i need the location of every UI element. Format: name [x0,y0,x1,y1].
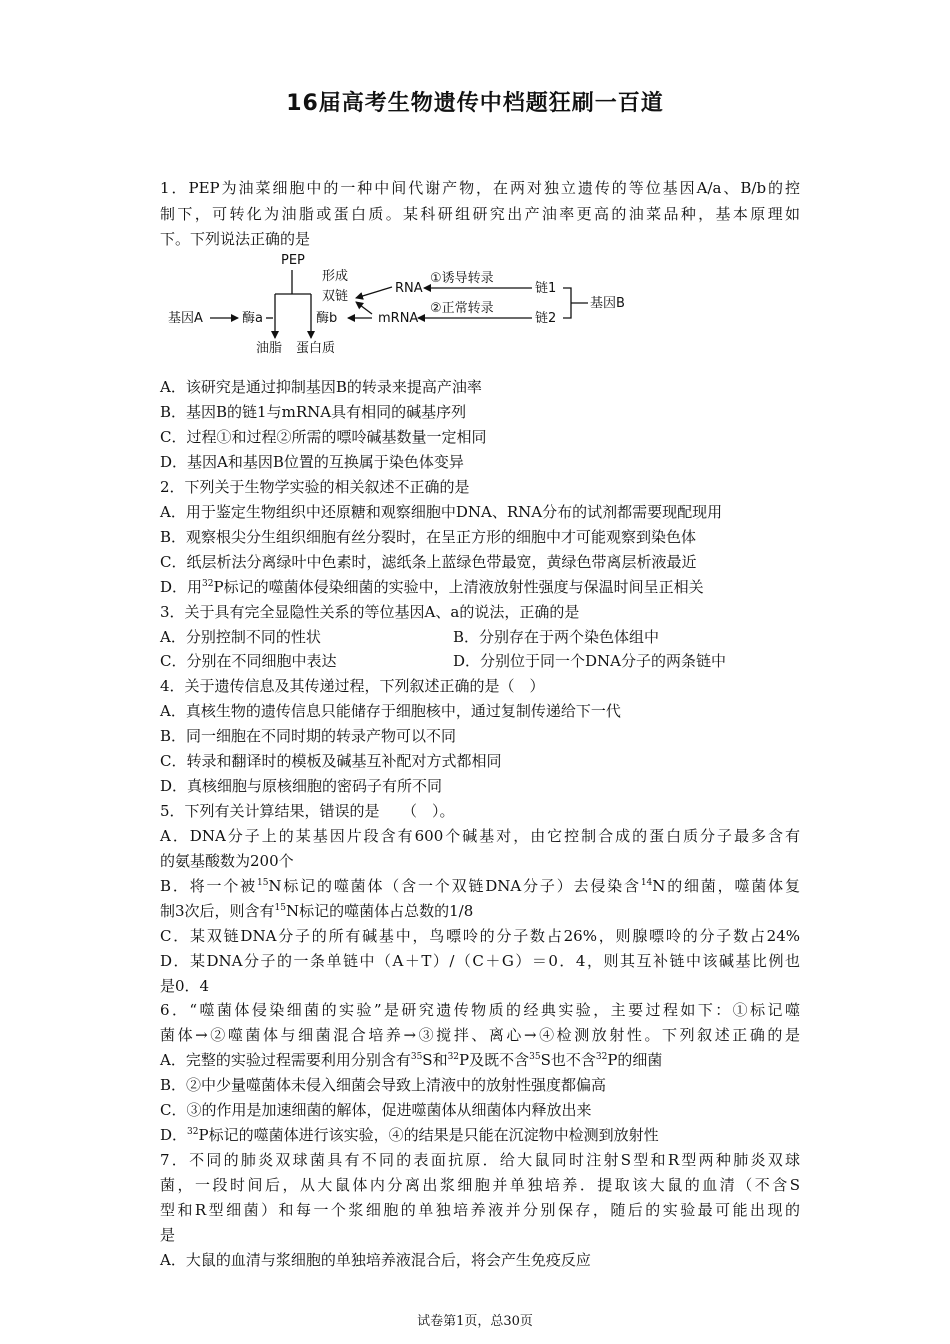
arrow-mrna-to-double [356,302,372,314]
q4-option-a: A．真核生物的遗传信息只能储存于细胞核中，通过复制传递给下一代 [160,702,621,720]
q1-diagram [160,248,640,360]
gene-b-bracket [563,288,588,318]
q7-stem-line2: 菌，一段时间后，从大鼠体内分离出浆细胞并单独培养．提取该大鼠的血清（不含S [160,1176,800,1194]
arrow-rna-to-double [356,287,392,298]
q4-option-c: C．转录和翻译时的模板及碱基互补配对方式都相同 [160,752,502,770]
q5-option-b-line1: B．将一个被$^{15}$N标记的噬菌体（含一个双链DNA分子）去侵染含$^{14}$N的细菌，噬菌体复 [160,877,800,895]
q3-option-b: B．分别存在于两个染色体组中 [453,628,660,646]
protein-label: 蛋白质 [296,341,336,356]
page-title: 16届高考生物遗传中档题狂刷一百道 [286,91,664,116]
step1-label: ①诱导转录 [430,271,494,286]
q7-stem-line3: 型和R型细菌）和每一个浆细胞的单独培养液并分别保存，随后的实验最可能出现的 [160,1201,800,1219]
q3-option-d: D．分别位于同一个DNA分子的两条链中 [453,652,727,670]
rna-label: RNA [395,281,423,296]
q6-option-d: D．$^{32}$P标记的噬菌体进行该实验，④的结果是只能在沉淀物中检测到放射性 [160,1126,659,1144]
q7-option-a: A．大鼠的血清与浆细胞的单独培养液混合后，将会产生免疫反应 [160,1251,591,1269]
q6-option-c: C．③的作用是加速细菌的解体，促进噬菌体从细菌体内释放出来 [160,1101,592,1119]
q4-option-b: B．同一细胞在不同时期的转录产物可以不同 [160,727,457,745]
q1-stem-line2: 制下，可转化为油脂或蛋白质。某科研组研究出产油率更高的油菜品种，基本原理如 [160,205,800,223]
chain1-label: 链1 [535,281,557,296]
q5-option-a-line1: A．DNA分子上的某基因片段含有600个碱基对，由它控制合成的蛋白质分子最多含有 [160,827,800,845]
form-label-2: 双链 [322,289,349,304]
q2-option-d: D．用$^{32}$P标记的噬菌体侵染细菌的实验中，上清液放射性强度与保温时间呈正相关 [160,578,704,596]
q1-option-d: D．基因A和基因B位置的互换属于染色体变异 [160,453,464,471]
mrna-label: mRNA [378,311,419,326]
q7-stem-line4: 是 [160,1226,176,1244]
q7-stem-line1: 7．不同的肺炎双球菌具有不同的表面抗原．给大鼠同时注射S型和R型两种肺炎双球 [160,1151,800,1169]
chain2-label: 链2 [535,311,557,326]
q5-option-b-line2: 制3次后，则含有$^{15}$N标记的噬菌体占总数的1/8 [160,902,474,920]
oil-label: 油脂 [256,341,283,356]
gene-a-label: 基因A [168,311,203,326]
q3-option-a: A．分别控制不同的性状 [160,628,321,646]
pep-label: PEP [281,253,305,268]
q4-option-d: D．真核细胞与原核细胞的密码子有所不同 [160,777,443,795]
q1-stem-line1: 1．PEP为油菜细胞中的一种中间代谢产物，在两对独立遗传的等位基因A/a、B/b的控 [160,179,800,197]
q2-option-b: B．观察根尖分生组织细胞有丝分裂时，在呈正方形的细胞中才可能观察到染色体 [160,528,697,546]
q1-stem-line3: 下。下列说法正确的是 [160,230,311,248]
q2-option-c: C．纸层析法分离绿叶中色素时，滤纸条上蓝绿色带最宽，黄绿色带离层析液最近 [160,553,697,571]
page-footer: 试卷第1页，总30页 [417,1314,533,1329]
q5-option-d-line2: 是0．4 [160,977,210,995]
enzyme-a-label: 酶a [242,311,263,326]
q1-option-c: C．过程①和过程②所需的嘌呤碱基数量一定相同 [160,428,487,446]
q1-option-b: B．基因B的链1与mRNA具有相同的碱基序列 [160,403,467,421]
q5-option-a-line2: 的氨基酸数为200个 [160,852,294,870]
q6-stem-line2: 菌体→②噬菌体与细菌混合培养→③搅拌、离心→④检测放射性。下列叙述正确的是 [160,1026,800,1044]
enzyme-b-label: 酶b [316,311,338,326]
q5-stem: 5．下列有关计算结果，错误的是 （ ）。 [160,802,455,820]
q3-stem: 3．关于具有完全显隐性关系的等位基因A、a的说法，正确的是 [160,603,580,621]
q2-stem: 2．下列关于生物学实验的相关叙述不正确的是 [160,478,470,496]
step2-label: ②正常转录 [430,301,494,316]
q6-option-a: A．完整的实验过程需要利用分别含有$^{35}$S和$^{32}$P及既不含$^{35}$S也不含$^{32}$P的细菌 [160,1051,663,1069]
q1-option-a: A．该研究是通过抑制基因B的转录来提高产油率 [160,378,482,396]
gene-b-label: 基因B [590,296,625,311]
q5-option-d-line1: D．某DNA分子的一条单链中（A＋T）/（C＋G）＝0．4，则其互补链中该碱基比例也 [160,952,800,970]
form-label-1: 形成 [322,269,349,284]
q6-option-b: B．②中少量噬菌体未侵入细菌会导致上清液中的放射性强度都偏高 [160,1076,607,1094]
q4-stem: 4．关于遗传信息及其传递过程，下列叙述正确的是（ ） [160,677,545,695]
q5-option-c: C．某双链DNA分子的所有碱基中，鸟嘌呤的分子数占26%，则腺嘌呤的分子数占24% [160,927,800,945]
q6-stem-line1: 6．“噬菌体侵染细菌的实验”是研究遗传物质的经典实验，主要过程如下：①标记噬 [160,1001,800,1019]
q3-option-c: C．分别在不同细胞中表达 [160,652,337,670]
q2-option-a: A．用于鉴定生物组织中还原糖和观察细胞中DNA、RNA分布的试剂都需要现配现用 [160,503,723,521]
